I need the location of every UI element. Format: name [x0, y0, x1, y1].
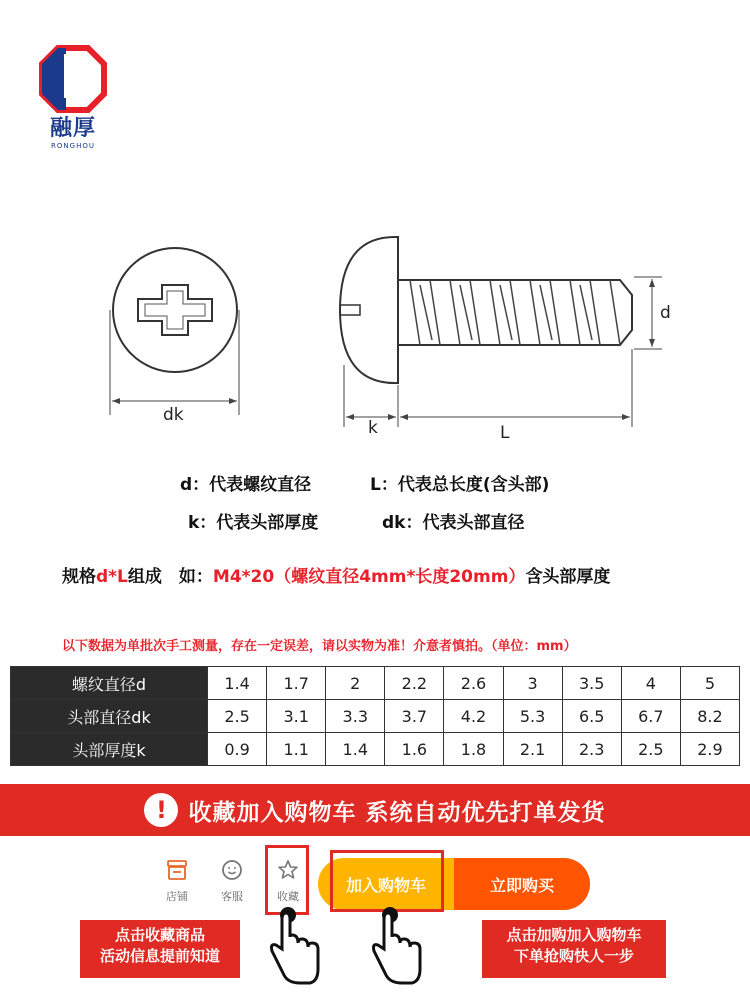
pointing-hand-icon [268, 905, 322, 985]
table-row [11, 667, 740, 700]
customer-service-button[interactable] [212, 858, 252, 904]
table-cell: 3.7 [385, 700, 444, 733]
table-cell: 1.8 [444, 733, 503, 766]
size-table-body [11, 667, 740, 766]
table-cell: 3.3 [326, 700, 385, 733]
add-to-cart-button[interactable]: 加入购物车 [318, 858, 454, 910]
shop-button[interactable] [157, 858, 197, 904]
table-cell: 0.9 [208, 733, 267, 766]
spec-description [62, 562, 610, 587]
row-header: 头部厚度k [11, 733, 208, 766]
table-cell: 2.5 [208, 700, 267, 733]
logo-mark-icon [38, 44, 108, 114]
brand-logo [36, 44, 110, 151]
logo-english-name: RONGHOU [51, 142, 95, 150]
table-row [11, 700, 740, 733]
promo-banner [0, 784, 750, 836]
row-header: 头部直径dk [11, 700, 208, 733]
cart-tip-line2: 下单抢购快人一步 [513, 947, 634, 965]
table-cell: 3 [503, 667, 562, 700]
table-cell: 3.5 [562, 667, 621, 700]
table-cell: 6.7 [621, 700, 680, 733]
row-header: 螺纹直径d [11, 667, 208, 700]
spec-format: d*L [96, 567, 128, 587]
table-cell: 2.6 [444, 667, 503, 700]
service-label: 客服 [221, 890, 243, 903]
k-dimension-label: k [368, 418, 378, 438]
d-dimension-label: d [660, 303, 671, 323]
legend-d: d：代表螺纹直径 [180, 475, 312, 495]
table-cell: 2.1 [503, 733, 562, 766]
logo-chinese-name: 融厚 [49, 116, 96, 141]
L-dimension-label: L [500, 423, 510, 443]
table-cell: 1.7 [267, 667, 326, 700]
spec-example: M4*20（螺纹直径4mm*长度20mm） [212, 567, 526, 587]
cart-tip-line1: 点击加购加入购物车 [506, 926, 642, 944]
table-cell: 1.6 [385, 733, 444, 766]
table-cell: 4.2 [444, 700, 503, 733]
cart-tip [482, 920, 666, 978]
table-cell: 8.2 [680, 700, 739, 733]
chat-smile-icon [220, 858, 244, 882]
table-cell: 5 [680, 667, 739, 700]
table-cell: 1.4 [208, 667, 267, 700]
table-cell: 2.2 [385, 667, 444, 700]
legend-L: L：代表总长度(含头部) [370, 475, 550, 495]
buy-now-button[interactable]: 立即购买 [454, 858, 590, 910]
spec-prefix: 规格 [62, 567, 96, 587]
pointing-hand-icon [370, 905, 424, 985]
favorite-label: 收藏 [277, 890, 299, 903]
favorite-tip [80, 920, 240, 978]
add-cart-highlight-box [330, 850, 444, 912]
table-cell: 4 [621, 667, 680, 700]
table-cell: 2.9 [680, 733, 739, 766]
table-cell: 2.5 [621, 733, 680, 766]
exclamation-icon: ! [144, 793, 178, 827]
table-cell: 1.4 [326, 733, 385, 766]
legend-dk: dk：代表头部直径 [382, 513, 525, 533]
favorite-tip-line2: 活动信息提前知道 [99, 947, 220, 965]
table-cell: 3.1 [267, 700, 326, 733]
shop-label: 店铺 [166, 890, 188, 903]
table-cell: 5.3 [503, 700, 562, 733]
legend-k: k：代表头部厚度 [188, 513, 319, 533]
spec-mid: 组成 如： [127, 567, 213, 587]
promo-banner-text: 收藏加入购物车 系统自动优先打单发货 [188, 799, 606, 826]
dk-dimension-label: dk [163, 405, 184, 425]
spec-suffix: 含头部厚度 [525, 567, 611, 587]
favorite-tip-line1: 点击收藏商品 [114, 926, 205, 944]
size-table [10, 666, 740, 766]
measurement-note: 以下数据为单批次手工测量，存在一定误差，请以实物为准！介意者慎拍。（单位：mm） [62, 639, 577, 654]
screw-dimension-diagram [0, 215, 750, 455]
table-cell: 6.5 [562, 700, 621, 733]
table-row [11, 733, 740, 766]
table-cell: 2.3 [562, 733, 621, 766]
table-cell: 2 [326, 667, 385, 700]
shop-icon [165, 858, 189, 882]
table-cell: 1.1 [267, 733, 326, 766]
